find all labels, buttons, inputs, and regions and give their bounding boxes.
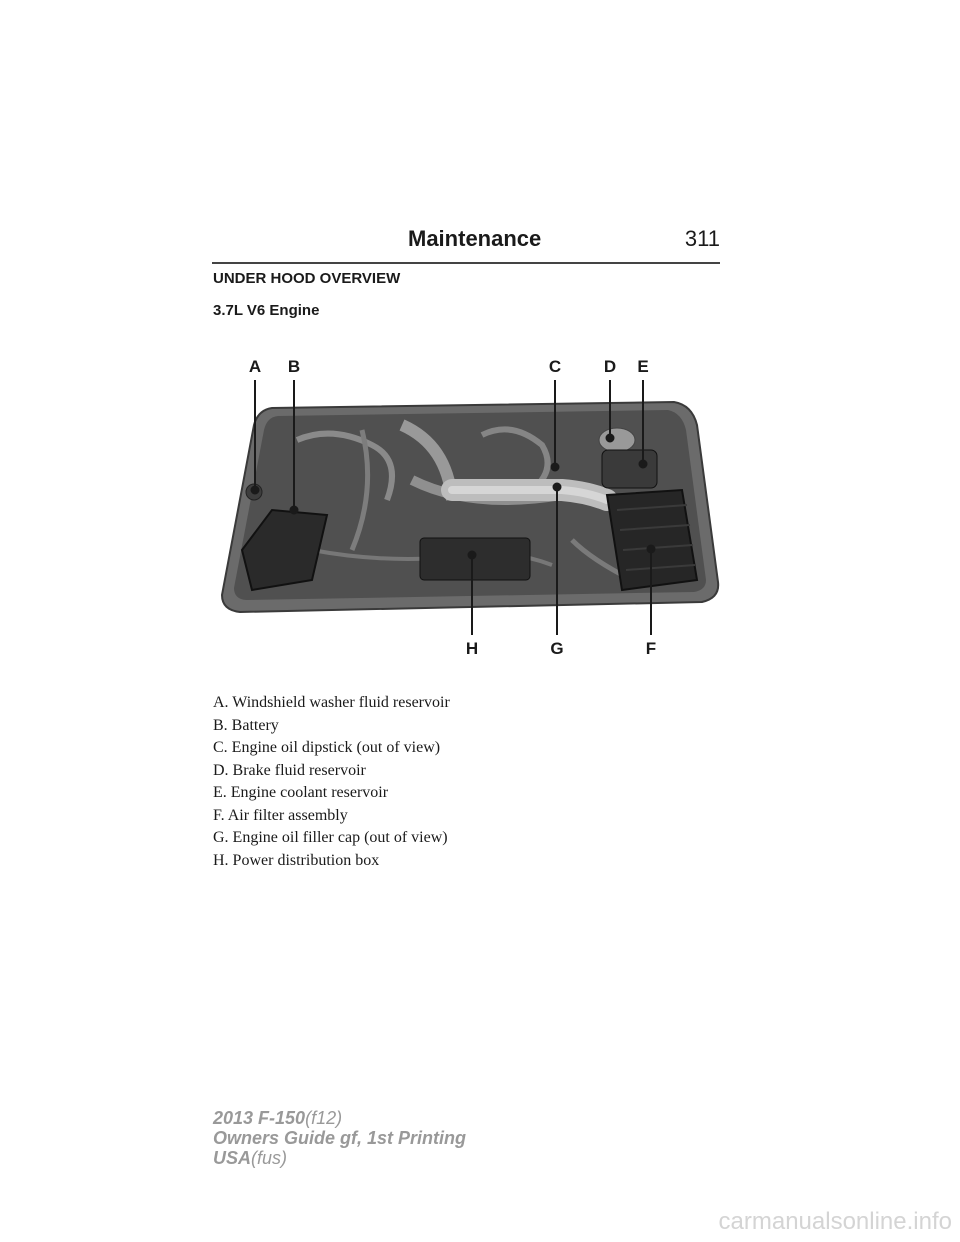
legend-item: H. Power distribution box [213, 851, 380, 869]
legend-item: B. Battery [213, 716, 279, 734]
callout-g: G [550, 639, 564, 658]
legend-item: D. Brake fluid reservoir [213, 761, 366, 779]
callout-c: C [548, 357, 562, 376]
callout-h: H [465, 639, 479, 658]
page-number: 311 [684, 226, 720, 251]
legend-item: F. Air filter assembly [213, 806, 348, 824]
callout-a: A [248, 357, 262, 376]
footer-market-code: (fus) [251, 1148, 288, 1168]
footer-model-code: (f12) [305, 1108, 343, 1128]
legend-item: A. Windshield washer fluid reservoir [213, 694, 450, 711]
legend-item: G. Engine oil filler cap (out of view) [213, 829, 448, 846]
callout-b: B [287, 357, 301, 376]
footer-model: 2013 F-150 [213, 1108, 306, 1128]
callout-f: F [645, 639, 657, 658]
watermark: carmanualsonline.info [718, 1208, 952, 1235]
callout-d: D [603, 357, 617, 376]
power-distribution-box [420, 538, 530, 580]
legend-item: E. Engine coolant reservoir [213, 784, 389, 801]
section-title: Maintenance [408, 226, 542, 251]
engine-subheading: 3.7L V6 Engine [213, 302, 320, 319]
footer-line-printing: Owners Guide gf, 1st Printing [213, 1128, 467, 1148]
legend-item: C. Engine oil dipstick (out of view) [213, 739, 441, 756]
engine-bay-figure [212, 350, 720, 660]
footer-line-market [213, 1148, 466, 1168]
footer-line-model [213, 1108, 466, 1128]
footer-market: USA [213, 1148, 252, 1168]
print-footer [213, 1108, 466, 1168]
section-heading: UNDER HOOD OVERVIEW [213, 270, 401, 287]
engine-bay-illustration [212, 350, 720, 660]
callout-e: E [637, 357, 649, 376]
component-legend [213, 692, 450, 872]
